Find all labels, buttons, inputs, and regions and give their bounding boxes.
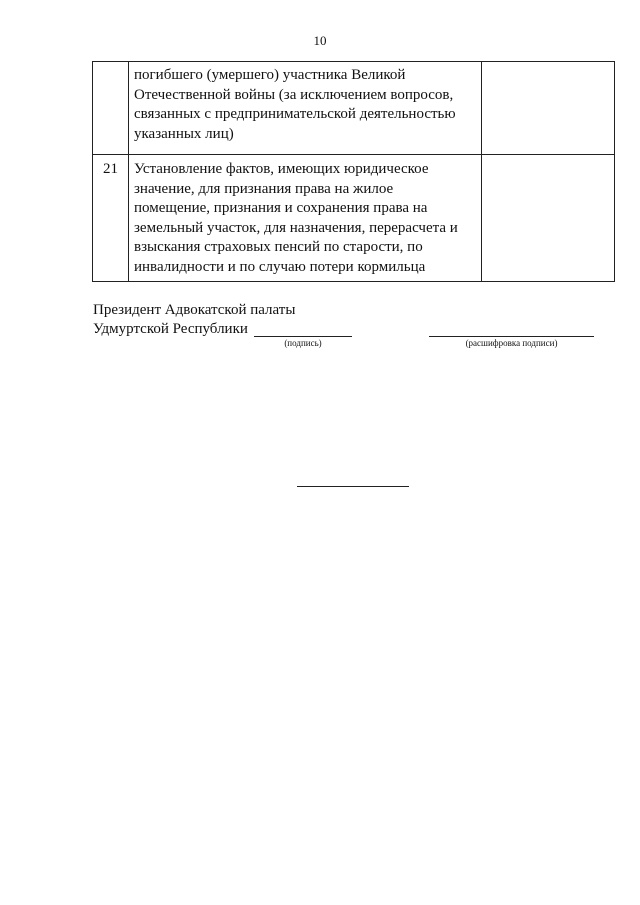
row-extra [482,62,614,66]
description-line: земельный участок, для назначения, перерасчета и [134,219,458,236]
signature-caption: (подпись) [284,338,322,348]
row-number: 21 [103,161,118,177]
signature-block [93,301,613,361]
row-description [134,62,479,144]
signature-decode-caption: (расшифровка подписи) [465,338,558,348]
end-of-document-rule [297,486,409,487]
services-table [92,61,615,282]
table-row [93,62,615,155]
description-line: связанных с предпринимательской деятельностью [134,106,456,122]
description-line: Отечественной войны (за исключением вопросов, [134,86,454,103]
row-number-cell [93,62,129,155]
description-line: взыскания страховых пенсий по старости, по [134,239,423,255]
description-line: Установление фактов, имеющих юридическое [134,161,429,177]
row-description-cell [129,155,482,282]
row-number [93,62,128,66]
row-description [134,155,479,277]
signatory-title-line1: Президент Адвокатской палаты [93,302,296,318]
description-line: инвалидности и по случаю потери кормильца [134,258,426,275]
row-number-cell [93,155,129,282]
description-line: значение, для признания права на жилое [134,180,394,197]
row-extra [482,155,614,160]
row-extra-cell [482,155,615,282]
row-extra-cell [482,62,615,155]
description-line: указанных лиц) [134,125,234,142]
signatory-title-line2: Удмуртской Республики [93,321,248,337]
description-line: помещение, признания и сохранения права на [134,200,428,216]
description-line: погибшего (умершего) участника Великой [134,67,406,83]
signature-line [254,336,352,337]
table-row [93,155,615,282]
signature-decode-line [429,336,594,337]
page-number: 10 [313,33,327,48]
row-description-cell [129,62,482,155]
